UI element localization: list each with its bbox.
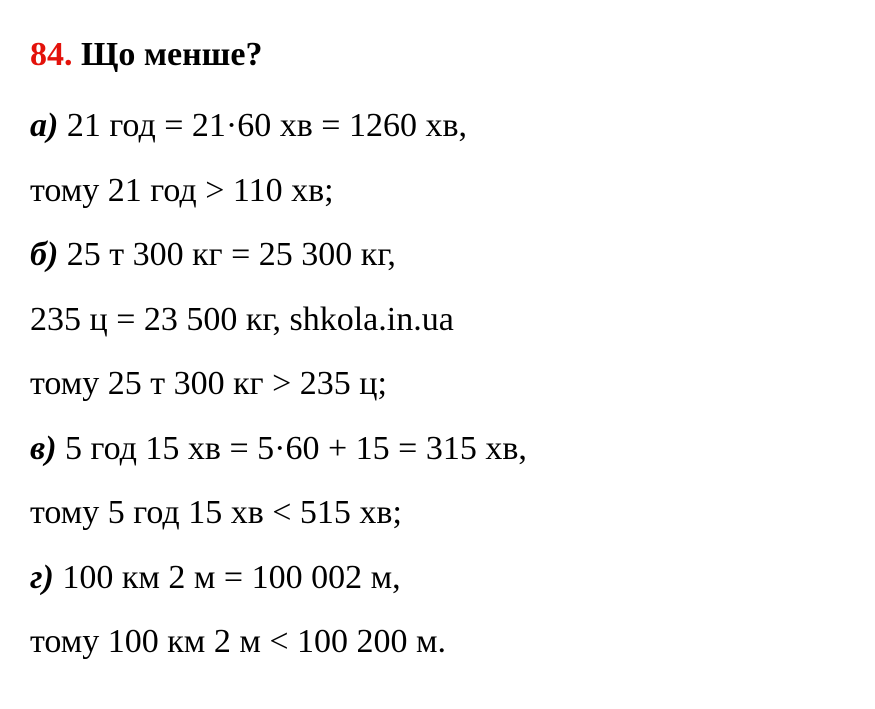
line-text: 235 ц = 23 500 кг, shkola.in.ua bbox=[30, 300, 454, 338]
line-text: тому 25 т 300 кг > 235 ц; bbox=[30, 365, 387, 402]
part-label-v: в) bbox=[30, 429, 57, 467]
line-text: тому 100 км 2 м < 100 200 м. bbox=[30, 623, 447, 660]
line-text: 100 км 2 м = 100 002 м, bbox=[62, 558, 401, 596]
problem-title: Що менше? bbox=[81, 36, 263, 73]
solution-line bbox=[30, 417, 855, 482]
solution-line bbox=[30, 288, 855, 353]
line-text: 21 год = 21·60 хв = 1260 хв, bbox=[66, 107, 468, 144]
solution-line bbox=[30, 352, 855, 417]
line-text: 25 т 300 кг = 25 300 кг, bbox=[66, 236, 396, 273]
part-label-g: г) bbox=[30, 558, 54, 596]
solution-line bbox=[30, 610, 855, 675]
line-text: 5 год 15 хв = 5·60 + 15 = 315 хв, bbox=[65, 429, 527, 467]
solution-line bbox=[30, 223, 855, 288]
problem-header bbox=[30, 30, 855, 80]
solution-line bbox=[30, 94, 855, 159]
solution-line bbox=[30, 159, 855, 224]
solution-page bbox=[30, 30, 855, 675]
line-text: тому 21 год > 110 хв; bbox=[30, 171, 334, 209]
solution-line bbox=[30, 546, 855, 611]
part-label-a: а) bbox=[30, 107, 59, 144]
line-text: тому 5 год 15 хв < 515 хв; bbox=[30, 494, 402, 531]
solution-line bbox=[30, 481, 855, 546]
problem-number: 84. bbox=[30, 36, 73, 73]
part-label-b: б) bbox=[30, 236, 59, 273]
